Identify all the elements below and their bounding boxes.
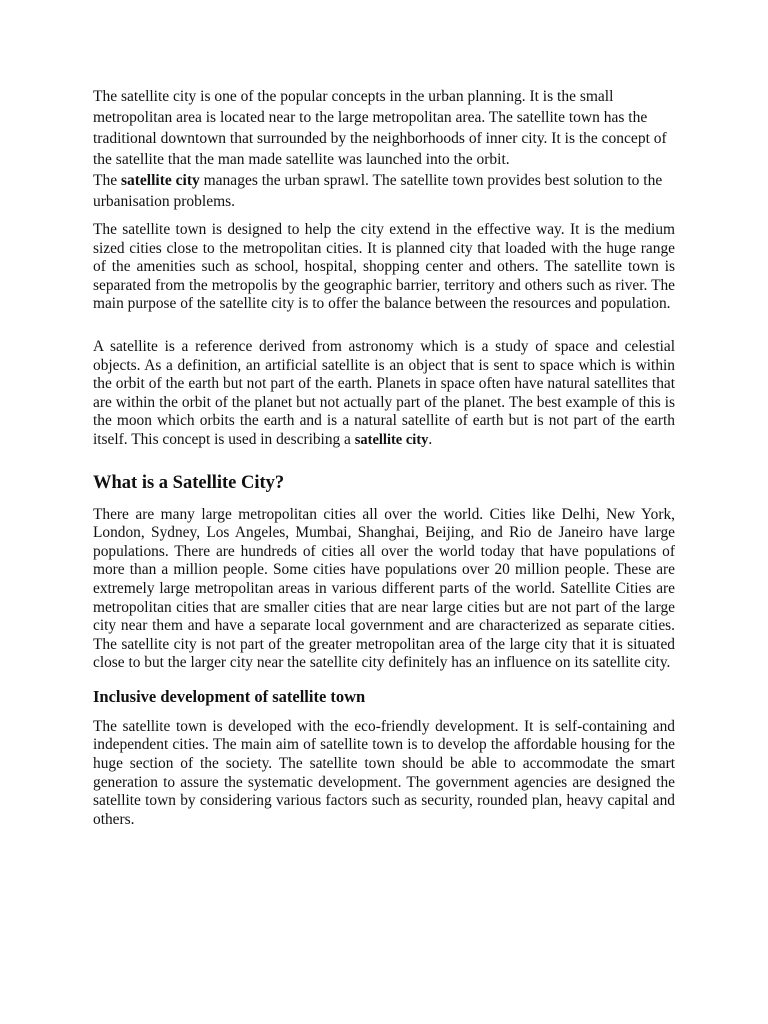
astronomy-end: . xyxy=(428,430,433,448)
paragraph-inclusive: The satellite town is developed with the eco-friendly development. It is self-containing and independent cities. The main aim of satellite town is to develop the affordable housing for the huge section of the society. The satellite town should be able to accommodate the smart generation to assure the systematic development. The government agencies are designed the satellite town by considering various factors such as security, rounded plan, heavy capital and others. xyxy=(93,717,675,828)
keyword-satellite-city: satellite city xyxy=(120,172,200,189)
paragraph-what: There are many large metropolitan cities all over the world. Cities like Delhi, New York, London, Sydney, Los Angeles, Mumbai, Shanghai, Beijing, and Rio de Janeiro have large populations. There are hundreds of cities all over the world today that have populations of more than a million people. Some cities have populations over 20 million people. These are extremely large metropolitan areas in various different parts of the world. Satellite Cities are metropolitan cities that are smaller cities that are near large cities but are not part of the large city near them and have a separate local government and are characterized as separate cities. The satellite city is not part of the greater metropolitan area of the large city that it is situated close to but the larger city near the satellite city definitely has an influence on its satellite city. xyxy=(93,505,675,672)
keyword-satellite-city: satellite city xyxy=(354,431,429,448)
intro-rest: manages the urban sprawl. The satellite town provides best solution to the urbanisation problems. xyxy=(93,172,663,210)
heading-inclusive-development: Inclusive development of satellite town xyxy=(93,686,366,706)
document-page xyxy=(93,86,675,843)
intro-paragraph-2 xyxy=(93,170,675,212)
intro-paragraph xyxy=(93,86,675,170)
intro-text: The satellite city is one of the popular concepts in the urban planning. It is the small metropolitan area is located near to the large metropolitan area. The satellite town has the traditional downtown that surrounded by the neighborhoods of inner city. It is the concept of the satellite that the man made satellite was launched into the orbit. xyxy=(93,88,667,168)
astronomy-text: A satellite is a reference derived from astronomy which is a study of space and celestial objects. As a definition, an artificial satellite is an object that is sent to space which is within the orbit of the earth but not part of the earth. Planets in space often have natural satellites that are within the orbit of the planet but not actually part of the planet. The best example of this is the moon which orbits the earth and is a natural satellite of earth but is not part of the earth itself. This concept is used in describing a xyxy=(93,337,675,448)
intro-prefix: The xyxy=(93,172,121,189)
paragraph-astronomy xyxy=(93,338,675,450)
paragraph-designed: The satellite town is designed to help the city extend in the effective way. It is the medium sized cities close to the metropolitan cities. It is planned city that loaded with the huge range of the amenities such as school, hospital, shopping center and others. The satellite town is separated from the metropolis by the geographic barrier, territory and others such as river. The main purpose of the satellite city is to offer the balance between the resources and population. xyxy=(93,221,675,313)
heading-what-is-satellite-city: What is a Satellite City? xyxy=(93,472,285,493)
